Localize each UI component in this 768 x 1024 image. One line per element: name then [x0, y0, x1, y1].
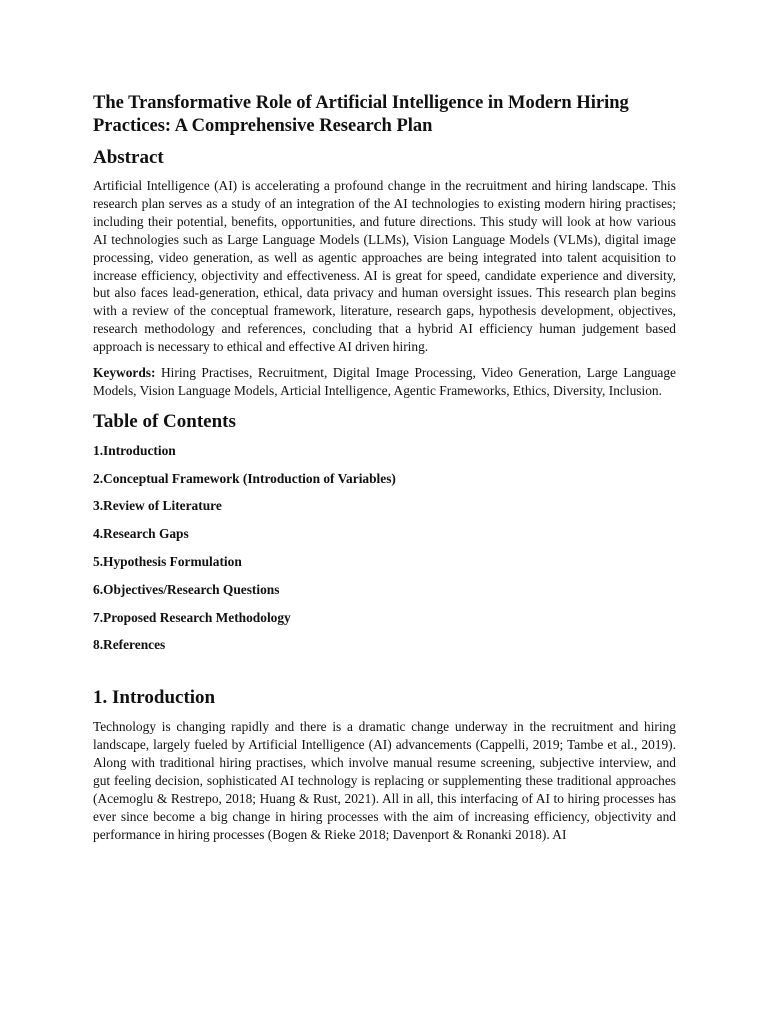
introduction-text: Technology is changing rapidly and there is a dramatic change underway in the recruitment and hiring landscape, largely fueled by Artificial Intelligence (AI) advancements (Cappelli, 2019; Tambe et al., 2019). Along with traditional hiring practises, which involve manual resume screening, subjective interview, and gut feeling decision, sophisticated AI technology is replacing or supplementing these traditional approaches (Acemoglu & Restrepo, 2018; Huang & Rust, 2021). All in all, this interfacing of AI to hiring processes has ever since become a big change in hiring processes with the aim of increasing efficiency, objectivity and performance in hiring processes (Bogen & Rieke 2018; Davenport & Ronanki 2018). AI	[93, 719, 676, 842]
toc-item-introduction: 1.Introduction	[93, 442, 176, 458]
toc-item-review-of-literature: 3.Review of Literature	[93, 498, 222, 514]
abstract-text: Artificial Intelligence (AI) is accelerating a profound change in the recruitment and hiring landscape. This research plan serves as a study of an integration of the AI technologies to existing modern hiring practises; including their potential, benefits, opportunities, and future directions. This study will look at how various AI technologies such as Large Language Models (LLMs), Vision Language Models (VLMs), digital image processing, video generation, as well as agentic approaches are being integrated into talent acquisition to increase efficiency, objectivity and effectiveness. AI is great for speed, candidate experience and diversity, but also faces lead-generation, ethical, data privacy and human oversight issues. This research plan begins with a review of the conceptual framework, literature, research gaps, hypothesis development, objectives, research methodology and references, concluding that a hybrid AI efficiency human judgement based approach is necessary to ethical and effective AI driven hiring.	[93, 178, 676, 355]
toc-item-methodology: 7.Proposed Research Methodology	[93, 609, 291, 625]
keywords-paragraph	[93, 364, 676, 400]
toc-item-objectives: 6.Objectives/Research Questions	[93, 581, 280, 597]
toc-item-hypothesis-formulation: 5.Hypothesis Formulation	[93, 554, 242, 570]
toc-item-research-gaps: 4.Research Gaps	[93, 526, 189, 542]
toc-item-references: 8.References	[93, 637, 166, 653]
abstract-heading: Abstract	[93, 147, 164, 168]
keywords-text: Hiring Practises, Recruitment, Digital Image Processing, Video Generation, Large Language Models, Vision Language Models, Articial Intelligence, Agentic Frameworks, Ethics, Diversity, Inclusion.	[93, 365, 676, 398]
table-of-contents	[93, 442, 676, 664]
keywords-label: Keywords:	[93, 365, 156, 381]
toc-heading: Table of Contents	[93, 410, 236, 432]
paper-title: The Transformative Role of Artificial Intelligence in Modern Hiring Practices: A Comprehensive Research Plan	[93, 93, 629, 136]
introduction-heading: 1. Introduction	[93, 687, 216, 709]
toc-item-conceptual-framework: 2.Conceptual Framework (Introduction of Variables)	[93, 470, 396, 486]
